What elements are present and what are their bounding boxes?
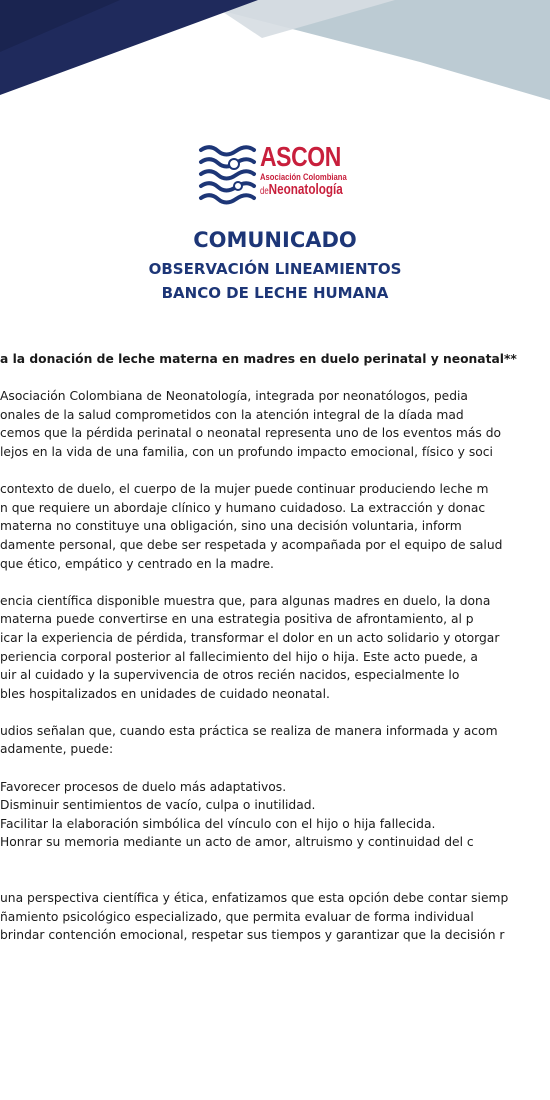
document-body: [0, 350, 550, 945]
paragraph-line: materna puede convertirse en una estrategia positiva de afrontamiento, al p: [0, 612, 474, 627]
paragraph-line: periencia corporal posterior al fallecimiento del hijo o hija. Este acto puede, a: [0, 649, 478, 664]
paragraph-line: que ético, empático y centrado en la madre.: [0, 556, 274, 571]
logo-subtitle-1: Asociación Colombiana: [260, 172, 347, 182]
logo-brand: ASCON: [260, 141, 341, 172]
list-item: Honrar su memoria mediante un acto de amor, altruismo y continuidad del c: [0, 835, 474, 850]
list-item: Disminuir sentimientos de vacío, culpa o inutilidad.: [0, 798, 316, 813]
page-subtitle-1: OBSERVACIÓN LINEAMIENTOS: [148, 260, 402, 278]
paragraph-line: uir al cuidado y la supervivencia de otros recién nacidos, especialmente lo: [0, 668, 460, 683]
page-title: COMUNICADO: [193, 228, 357, 252]
bullet-list: [0, 778, 550, 852]
paragraph-line: bles hospitalizados en unidades de cuidado neonatal.: [0, 686, 330, 701]
paragraph-5: [0, 889, 550, 945]
paragraph-2: [0, 480, 550, 573]
page-subtitle-2: BANCO DE LECHE HUMANA: [161, 284, 389, 302]
list-item: Favorecer procesos de duelo más adaptativos.: [0, 779, 287, 794]
paragraph-line: contexto de duelo, el cuerpo de la mujer puede continuar produciendo leche m: [0, 482, 489, 497]
paragraph-line: encia científica disponible muestra que, para algunas madres en duelo, la dona: [0, 593, 491, 608]
list-item: Facilitar la elaboración simbólica del vínculo con el hijo o hija fallecida.: [0, 816, 436, 831]
paragraph-3: [0, 592, 550, 704]
paragraph-line: icar la experiencia de pérdida, transformar el dolor en un acto solidario y otorgar: [0, 630, 500, 645]
logo-subtitle-name: Neonatología: [268, 181, 343, 198]
ascon-logo: [198, 140, 358, 208]
paragraph-line: damente personal, que debe ser respetada y acompañada por el equipo de salud: [0, 537, 503, 552]
paragraph-line: n que requiere un abordaje clínico y humano cuidadoso. La extracción y donac: [0, 500, 486, 515]
paragraph-line: adamente, puede:: [0, 742, 114, 757]
paragraph-1: [0, 387, 550, 461]
ascon-wave-icon: [198, 142, 260, 206]
paragraph-4: [0, 722, 550, 759]
paragraph-line: onales de la salud comprometidos con la atención integral de la díada mad: [0, 407, 464, 422]
paragraph-line: Asociación Colombiana de Neonatología, integrada por neonatólogos, pedia: [0, 389, 468, 404]
logo-subtitle-2: [260, 182, 343, 200]
paragraph-line: udios señalan que, cuando esta práctica se realiza de manera informada y acom: [0, 723, 498, 738]
paragraph-line: lejos en la vida de una familia, con un profundo impacto emocional, físico y soci: [0, 444, 493, 459]
paragraph-line: materna no constituye una obligación, sino una decisión voluntaria, inform: [0, 519, 462, 534]
logo-subtitle-prefix: de: [260, 186, 269, 197]
paragraph-line: cemos que la pérdida perinatal o neonatal representa uno de los eventos más do: [0, 426, 502, 441]
header-banner: [0, 0, 550, 105]
document-heading: a la donación de leche materna en madres en duelo perinatal y neonatal**: [0, 352, 517, 366]
paragraph-line: una perspectiva científica y ética, enfatizamos que esta opción debe contar siemp: [0, 891, 509, 906]
paragraph-line: ñamiento psicológico especializado, que permita evaluar de forma individual: [0, 909, 474, 924]
paragraph-line: brindar contención emocional, respetar sus tiempos y garantizar que la decisión r: [0, 928, 505, 943]
